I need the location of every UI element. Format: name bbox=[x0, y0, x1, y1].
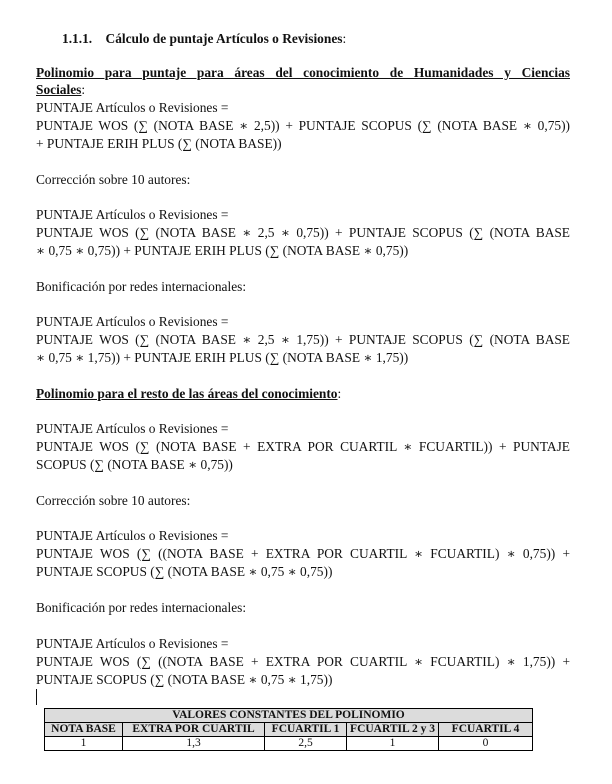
section-title-colon: : bbox=[342, 31, 347, 46]
rest-heading-text: Polinomio para el resto de las áreas del conocimiento bbox=[36, 386, 338, 401]
hum-heading-line2 bbox=[36, 81, 85, 99]
rest-correction-label: Corrección sobre 10 autores: bbox=[36, 493, 191, 508]
table-title: VALORES CONSTANTES DEL POLINOMIO bbox=[45, 709, 533, 723]
hum-f2-line2: PUNTAJE WOS (∑ (NOTA BASE ∗ 2,5 ∗ 0,75)) + PUNTAJE SCOPUS (∑ (NOTA BASE bbox=[36, 225, 570, 240]
rest-f2-line2: PUNTAJE WOS (∑ ((NOTA BASE + EXTRA POR CUARTIL ∗ FCUARTIL) ∗ 0,75)) + bbox=[36, 546, 570, 561]
section-title: Cálculo de puntaje Artículos o Revisiones bbox=[105, 31, 343, 46]
rest-f1-line3: SCOPUS (∑ (NOTA BASE ∗ 0,75)) bbox=[36, 457, 233, 472]
rest-f3-line3: PUNTAJE SCOPUS (∑ (NOTA BASE ∗ 0,75 ∗ 1,75)) bbox=[36, 672, 333, 687]
rest-f1-line1: PUNTAJE Artículos o Revisiones = bbox=[36, 421, 229, 436]
hum-f1-line3: + PUNTAJE ERIH PLUS (∑ (NOTA BASE)) bbox=[36, 136, 282, 151]
hum-heading-colon: : bbox=[81, 82, 86, 97]
hum-f3-line2: PUNTAJE WOS (∑ (NOTA BASE ∗ 2,5 ∗ 1,75)) + PUNTAJE SCOPUS (∑ (NOTA BASE bbox=[36, 332, 570, 347]
hum-heading-word: Sociales bbox=[36, 82, 82, 97]
hum-correction-label: Corrección sobre 10 autores: bbox=[36, 172, 191, 187]
rest-f2-line3: PUNTAJE SCOPUS (∑ (NOTA BASE ∗ 0,75 ∗ 0,75)) bbox=[36, 564, 333, 579]
table-cell: 1 bbox=[347, 737, 439, 751]
rest-f3-line1: PUNTAJE Artículos o Revisiones = bbox=[36, 636, 229, 651]
hum-f1-line1: PUNTAJE Artículos o Revisiones = bbox=[36, 100, 229, 115]
rest-f2-line1: PUNTAJE Artículos o Revisiones = bbox=[36, 528, 229, 543]
table-cell: 1,3 bbox=[123, 737, 265, 751]
table-header-cell: FCUARTIL 2 y 3 bbox=[347, 723, 439, 737]
table-header-cell: NOTA BASE bbox=[45, 723, 123, 737]
table-header-cell: FCUARTIL 1 bbox=[265, 723, 347, 737]
hum-heading-line1: Polinomio para puntaje para áreas del conocimiento de Humanidades y Ciencias bbox=[36, 65, 570, 80]
table-row bbox=[45, 737, 533, 751]
hum-f1-line2: PUNTAJE WOS (∑ (NOTA BASE ∗ 2,5)) + PUNTAJE SCOPUS (∑ (NOTA BASE ∗ 0,75)) bbox=[36, 118, 570, 133]
hum-f3-line3: ∗ 0,75 ∗ 1,75)) + PUNTAJE ERIH PLUS (∑ (NOTA BASE ∗ 1,75)) bbox=[36, 350, 409, 365]
hum-f3-line1: PUNTAJE Artículos o Revisiones = bbox=[36, 314, 229, 329]
constants-table bbox=[44, 708, 533, 751]
rest-f3-line2: PUNTAJE WOS (∑ ((NOTA BASE + EXTRA POR CUARTIL ∗ FCUARTIL) ∗ 1,75)) + bbox=[36, 654, 570, 669]
rest-bonus-label: Bonificación por redes internacionales: bbox=[36, 600, 247, 615]
table-header-row bbox=[45, 723, 533, 737]
rest-heading-colon: : bbox=[337, 386, 342, 401]
table-header-cell: FCUARTIL 4 bbox=[439, 723, 533, 737]
hum-f2-line1: PUNTAJE Artículos o Revisiones = bbox=[36, 207, 229, 222]
rest-heading bbox=[36, 385, 341, 403]
section-number: 1.1.1. bbox=[62, 31, 93, 46]
text-cursor bbox=[36, 689, 37, 705]
section-heading bbox=[62, 30, 346, 48]
hum-bonus-label: Bonificación por redes internacionales: bbox=[36, 279, 247, 294]
hum-f2-line3: ∗ 0,75 ∗ 0,75)) + PUNTAJE ERIH PLUS (∑ (NOTA BASE ∗ 0,75)) bbox=[36, 243, 409, 258]
table-cell: 2,5 bbox=[265, 737, 347, 751]
table-cell: 0 bbox=[439, 737, 533, 751]
rest-f1-line2: PUNTAJE WOS (∑ (NOTA BASE + EXTRA POR CUARTIL ∗ FCUARTIL)) + PUNTAJE bbox=[36, 439, 570, 454]
table-header-cell: EXTRA POR CUARTIL bbox=[123, 723, 265, 737]
table-cell: 1 bbox=[45, 737, 123, 751]
table-title-row bbox=[45, 709, 533, 723]
